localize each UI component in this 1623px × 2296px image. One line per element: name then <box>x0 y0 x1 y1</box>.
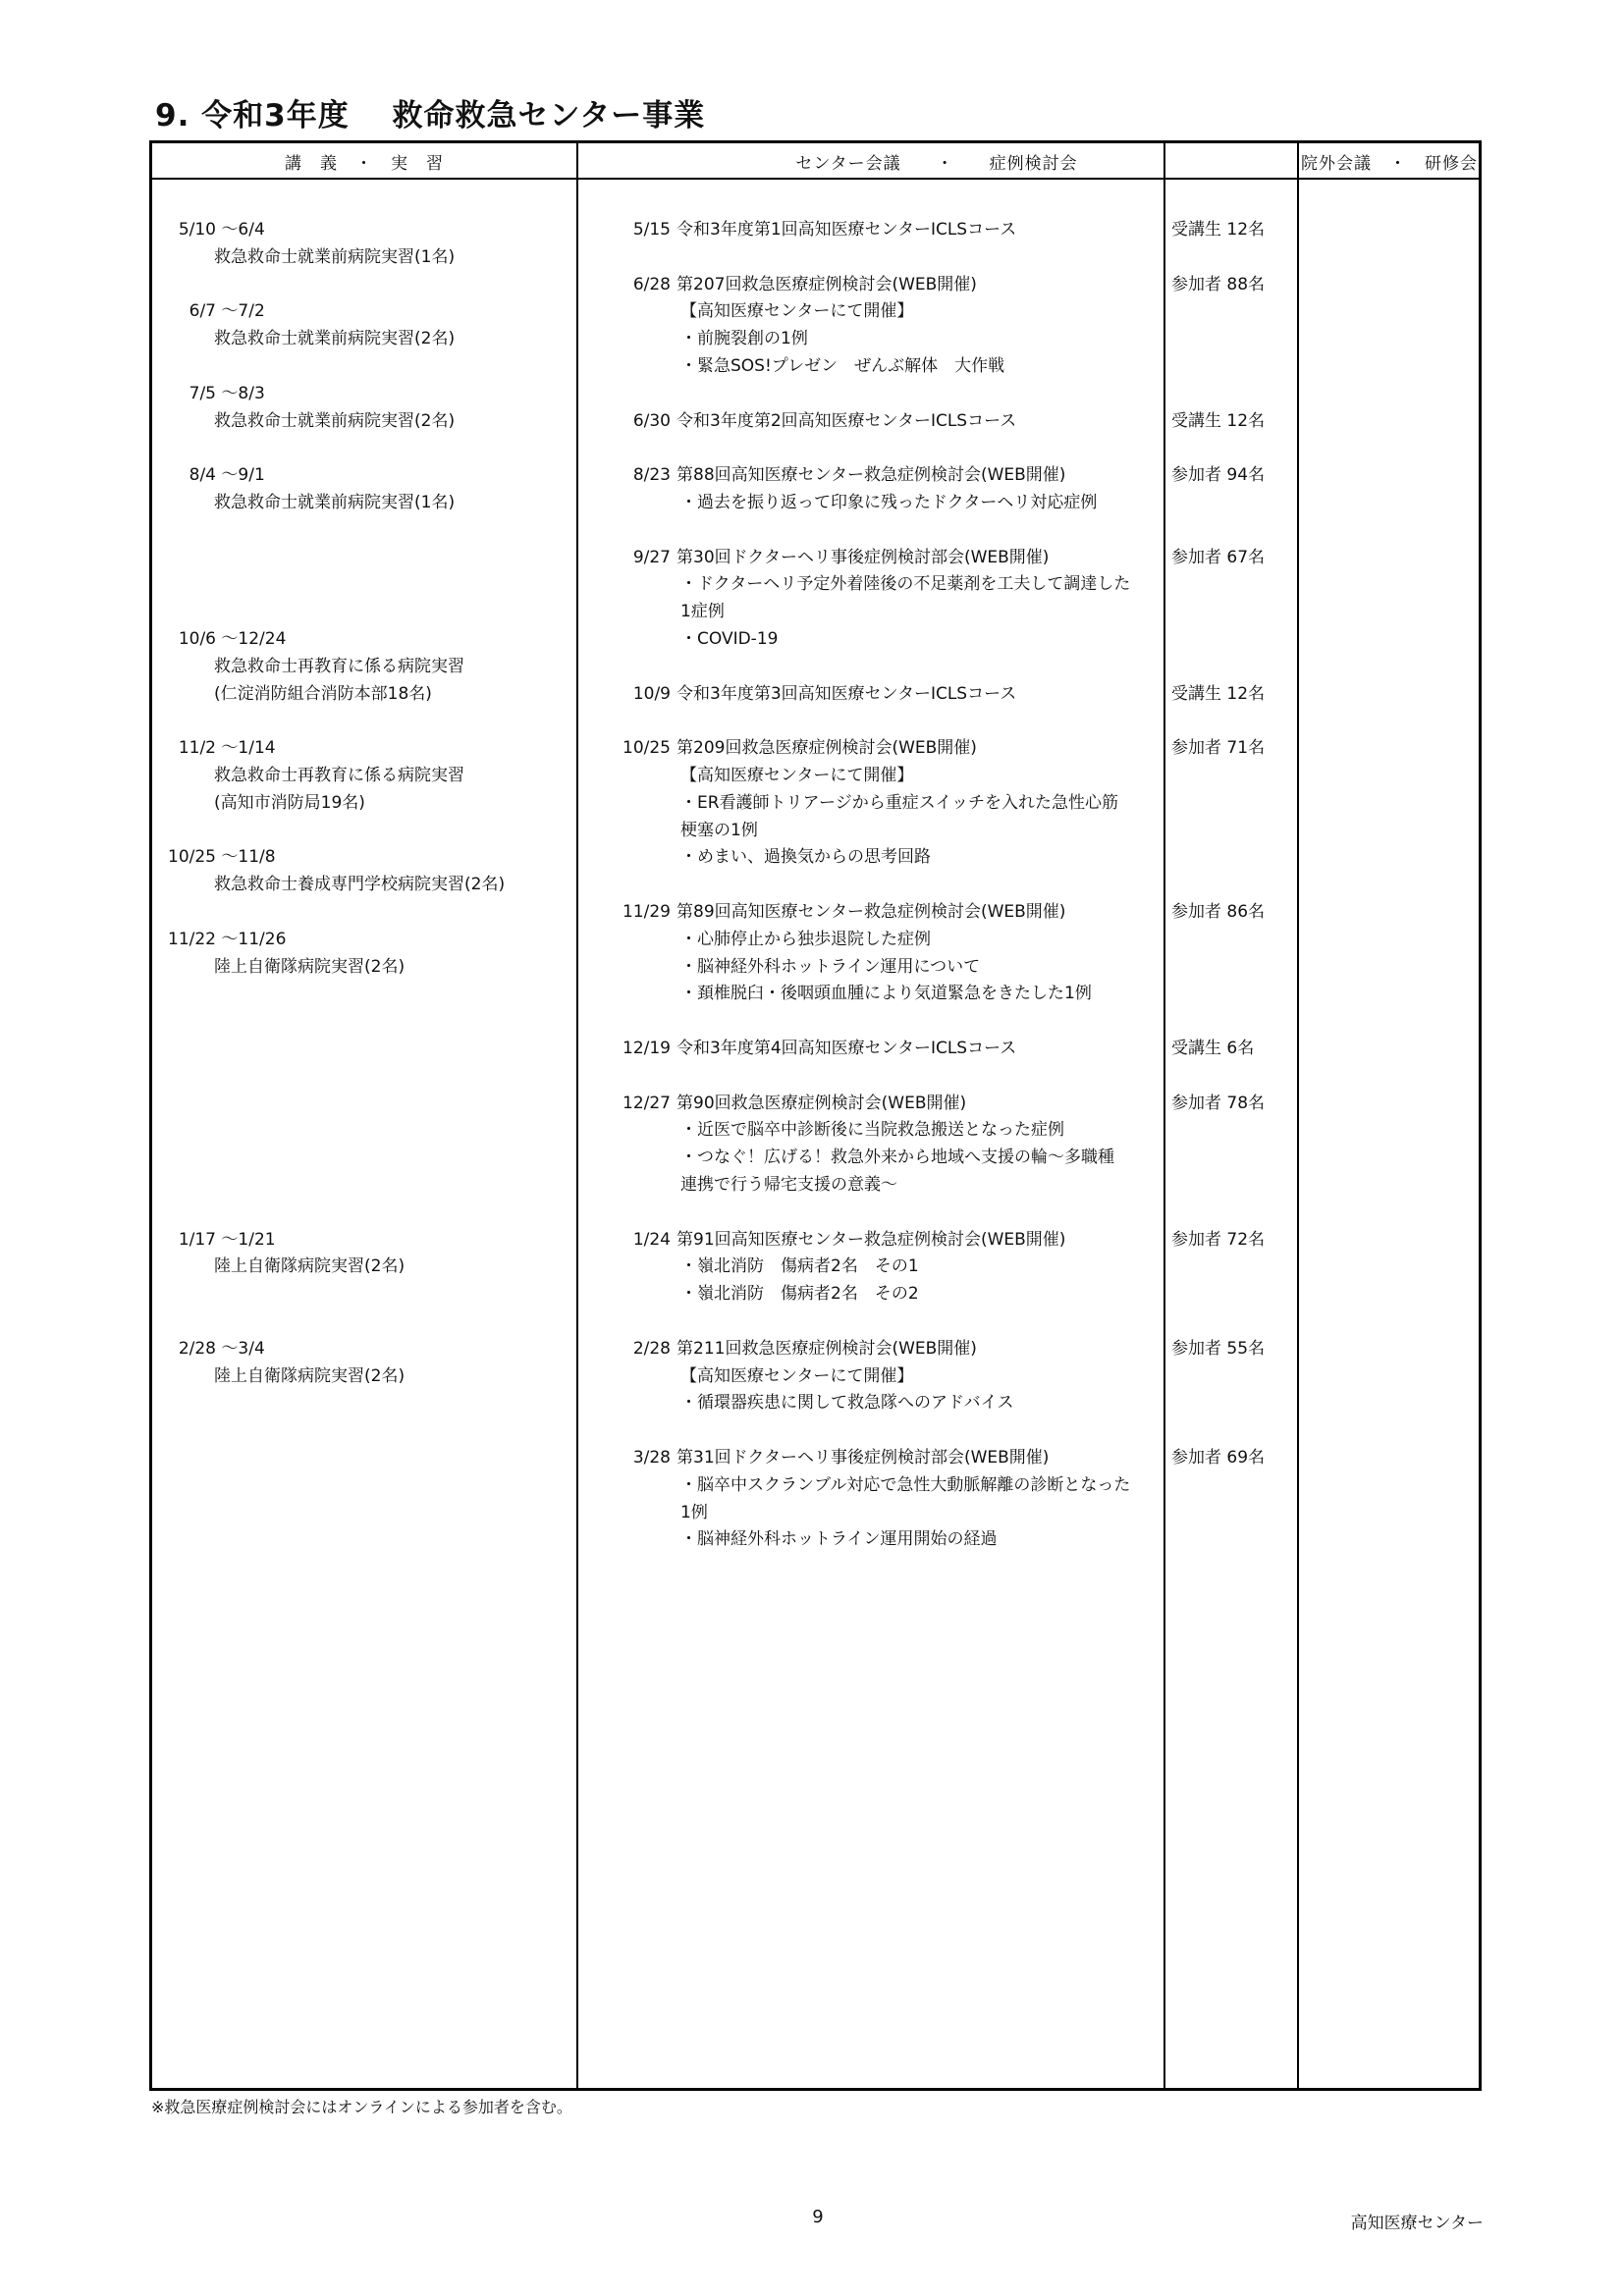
conference-title-line <box>614 735 1118 763</box>
conference-item <box>614 217 1016 244</box>
conference-date: 3/28 <box>632 1448 671 1468</box>
attendee-count: 参加者 88名 <box>1171 274 1266 294</box>
lecture-end-date: ～7/2 <box>216 301 265 322</box>
conference-date: 12/19 <box>622 1039 671 1058</box>
conference-detail: 梗塞の1例 <box>680 820 758 840</box>
lecture-description: (高知市消防局19名) <box>214 792 365 813</box>
conference-title: 令和3年度第3回高知医療センターICLSコース <box>676 683 1017 704</box>
attendee-count: 参加者 78名 <box>1171 1093 1266 1113</box>
conference-item <box>614 1091 1114 1200</box>
lecture-item <box>155 1336 405 1391</box>
conference-detail: ・前腕裂創の1例 <box>680 329 808 349</box>
lecture-description: 救急救命士再教育に係る病院実習 <box>214 656 464 676</box>
lecture-period-line <box>155 927 405 954</box>
conference-date: 10/25 <box>622 738 671 759</box>
conference-detail: ・過去を振り返って印象に残ったドクターヘリ対応症例 <box>680 492 1098 512</box>
attendee-count: 参加者 67名 <box>1171 547 1266 567</box>
conference-title: 第211回救急医療症例検討会(WEB開催) <box>676 1338 977 1359</box>
lecture-description: 救急救命士養成専門学校病院実習(2名) <box>214 875 506 895</box>
attendee-count: 参加者 94名 <box>1171 465 1266 486</box>
conference-title: 第91回高知医療センター救急症例検討会(WEB開催) <box>676 1229 1066 1250</box>
conference-detail: ・嶺北消防 傷病者2名 その1 <box>680 1256 919 1277</box>
lecture-start-date: 8/4 <box>189 465 216 486</box>
conference-detail: ・脳神経外科ホットライン運用について <box>680 956 981 977</box>
column-divider <box>1297 143 1299 2088</box>
header-conferences: センター会議 ・ 症例検討会 <box>795 154 1078 174</box>
conference-title-line <box>614 1445 1130 1472</box>
conference-item <box>614 681 1016 709</box>
attendee-count: 受講生 12名 <box>1171 220 1266 240</box>
conference-detail: 1症例 <box>680 602 725 622</box>
conference-detail: ・ドクターヘリ予定外着陸後の不足薬剤を工夫して調達した <box>680 574 1131 595</box>
attendee-count: 参加者 86名 <box>1171 902 1266 922</box>
attendee-count: 参加者 69名 <box>1171 1448 1266 1468</box>
lecture-start-date: 7/5 <box>189 383 216 403</box>
conference-title: 第31回ドクターヘリ事後症例検討部会(WEB開催) <box>676 1448 1050 1468</box>
column-divider <box>1163 143 1165 2088</box>
lecture-description: 救急救命士就業前病院実習(1名) <box>214 246 456 267</box>
page-number: 9 <box>812 2207 824 2227</box>
conference-title-line <box>614 899 1092 927</box>
header-divider <box>152 178 1479 180</box>
attendee-count: 参加者 72名 <box>1171 1229 1266 1250</box>
conference-detail: 【高知医療センターにて開催】 <box>680 765 914 785</box>
lecture-start-date: 10/6 <box>178 629 216 649</box>
lecture-start-date: 5/10 <box>178 220 216 240</box>
lecture-end-date: ～11/8 <box>216 847 276 868</box>
events-table <box>149 140 1482 2091</box>
conference-item <box>614 899 1092 1008</box>
conference-item <box>614 1336 1014 1417</box>
conference-detail: ・脳卒中スクランブル対応で急性大動脈解離の診断となった <box>680 1474 1131 1495</box>
footer-organization: 高知医療センター <box>1350 2214 1484 2233</box>
conference-detail: 【高知医療センターにて開催】 <box>680 301 914 322</box>
lecture-item <box>155 217 455 272</box>
lecture-end-date: ～1/14 <box>216 738 276 759</box>
conference-detail: ・COVID-19 <box>680 628 779 649</box>
conference-date: 5/15 <box>632 220 671 240</box>
conference-title: 令和3年度第2回高知医療センターICLSコース <box>676 410 1017 431</box>
lecture-item <box>155 1227 405 1282</box>
lecture-start-date: 11/2 <box>178 738 216 759</box>
lecture-period-line <box>155 1227 405 1255</box>
conference-detail: ・循環器疾患に関して救急隊へのアドバイス <box>680 1393 1014 1414</box>
conference-detail: ・嶺北消防 傷病者2名 その2 <box>680 1284 919 1305</box>
lecture-end-date: ～3/4 <box>216 1338 265 1359</box>
conference-title: 第90回救急医療症例検討会(WEB開催) <box>676 1093 967 1113</box>
lecture-start-date: 1/17 <box>178 1229 216 1250</box>
conference-detail: ・緊急SOS!プレゼン ぜんぶ解体 大作戦 <box>680 355 1005 376</box>
lecture-description: 救急救命士就業前病院実習(2名) <box>214 410 456 431</box>
conference-title-line <box>614 217 1016 244</box>
conference-detail: 1例 <box>680 1502 708 1522</box>
lecture-period-line <box>155 381 455 408</box>
lecture-period-line <box>155 462 455 490</box>
header-lectures: 講 義 ・ 実 習 <box>285 154 444 174</box>
conference-title-line <box>614 681 1016 709</box>
conference-title-line <box>614 545 1130 572</box>
lecture-description: 陸上自衛隊病院実習(2名) <box>214 1365 406 1386</box>
conference-date: 12/27 <box>622 1093 671 1113</box>
conference-title-line <box>614 462 1097 490</box>
lecture-end-date: ～11/26 <box>216 929 287 949</box>
conference-date: 9/27 <box>632 547 671 567</box>
conference-detail: ・ER看護師トリアージから重症スイッチを入れた急性心筋 <box>680 792 1119 813</box>
lecture-description: 陸上自衛隊病院実習(2名) <box>214 1256 406 1277</box>
conference-date: 2/28 <box>632 1338 671 1359</box>
lecture-period-line <box>155 1336 405 1363</box>
conference-item <box>614 1445 1130 1554</box>
lecture-end-date: ～12/24 <box>216 629 287 649</box>
lecture-item <box>155 298 455 353</box>
conference-detail: 連携で行う帰宅支援の意義～ <box>680 1174 897 1195</box>
conference-date: 1/24 <box>632 1229 671 1250</box>
lecture-item <box>155 626 464 708</box>
page-title: 9. 令和3年度 救命救急センター事業 <box>155 98 706 133</box>
conference-title-line <box>614 1091 1114 1118</box>
conference-item <box>614 408 1016 436</box>
conference-date: 10/9 <box>632 683 671 704</box>
conference-date: 8/23 <box>632 465 671 486</box>
lecture-end-date: ～8/3 <box>216 383 265 403</box>
conference-item <box>614 1036 1016 1063</box>
lecture-period-line <box>155 735 464 763</box>
conference-title: 第30回ドクターヘリ事後症例検討部会(WEB開催) <box>676 547 1050 567</box>
lecture-description: 救急救命士就業前病院実習(2名) <box>214 329 456 349</box>
conference-title-line <box>614 1227 1065 1255</box>
conference-detail: ・つなぐ！広げる！救急外来から地域へ支援の輪～多職種 <box>680 1148 1114 1168</box>
header-outside: 院外会議 ・ 研修会 <box>1301 154 1478 174</box>
conference-title: 第207回救急医療症例検討会(WEB開催) <box>676 274 977 294</box>
lecture-period-line <box>155 298 455 326</box>
conference-item <box>614 462 1097 517</box>
lecture-end-date: ～1/21 <box>216 1229 276 1250</box>
conference-item <box>614 1227 1065 1308</box>
conference-title: 令和3年度第4回高知医療センターICLSコース <box>676 1039 1017 1058</box>
lecture-item <box>155 381 455 436</box>
lecture-start-date: 11/22 <box>168 929 216 949</box>
lecture-item <box>155 844 505 899</box>
conference-detail: 【高知医療センターにて開催】 <box>680 1365 914 1386</box>
attendee-count: 受講生 6名 <box>1171 1039 1255 1058</box>
conference-title: 第209回救急医療症例検討会(WEB開催) <box>676 738 977 759</box>
conference-title: 第89回高知医療センター救急症例検討会(WEB開催) <box>676 902 1066 922</box>
lecture-period-line <box>155 626 464 654</box>
conference-title-line <box>614 408 1016 436</box>
lecture-description: (仁淀消防組合消防本部18名) <box>214 683 432 704</box>
lecture-end-date: ～9/1 <box>216 465 265 486</box>
attendee-count: 受講生 12名 <box>1171 410 1266 431</box>
attendee-count: 受講生 12名 <box>1171 683 1266 704</box>
column-divider <box>576 143 578 2088</box>
lecture-item <box>155 927 405 982</box>
conference-detail: ・頚椎脱臼・後咽頭血腫により気道緊急をきたした1例 <box>680 984 1092 1004</box>
conference-title: 令和3年度第1回高知医療センターICLSコース <box>676 220 1017 240</box>
attendee-count: 参加者 71名 <box>1171 738 1266 759</box>
lecture-start-date: 6/7 <box>189 301 216 322</box>
conference-title-line <box>614 1336 1014 1363</box>
conference-title-line <box>614 1036 1016 1063</box>
conference-date: 6/28 <box>632 274 671 294</box>
lecture-end-date: ～6/4 <box>216 220 265 240</box>
conference-item <box>614 272 1004 381</box>
lecture-start-date: 10/25 <box>168 847 216 868</box>
conference-detail: ・めまい、過換気からの思考回路 <box>680 847 931 868</box>
attendee-count: 参加者 55名 <box>1171 1338 1266 1359</box>
lecture-description: 救急救命士再教育に係る病院実習 <box>214 765 464 785</box>
footnote: ※救急医療症例検討会にはオンラインによる参加者を含む。 <box>151 2098 572 2116</box>
conference-title: 第88回高知医療センター救急症例検討会(WEB開催) <box>676 465 1066 486</box>
conference-date: 11/29 <box>622 902 671 922</box>
lecture-period-line <box>155 844 505 872</box>
conference-title-line <box>614 272 1004 299</box>
conference-detail: ・近医で脳卒中診断後に当院救急搬送となった症例 <box>680 1120 1064 1141</box>
conference-item <box>614 545 1130 654</box>
conference-date: 6/30 <box>632 410 671 431</box>
lecture-item <box>155 462 455 517</box>
lecture-start-date: 2/28 <box>178 1338 216 1359</box>
conference-detail: ・心肺停止から独歩退院した症例 <box>680 929 931 949</box>
conference-item <box>614 735 1118 872</box>
lecture-description: 陸上自衛隊病院実習(2名) <box>214 956 406 977</box>
lecture-period-line <box>155 217 455 244</box>
lecture-item <box>155 735 464 817</box>
conference-detail: ・脳神経外科ホットライン運用開始の経過 <box>680 1529 998 1550</box>
lecture-description: 救急救命士就業前病院実習(1名) <box>214 492 456 512</box>
